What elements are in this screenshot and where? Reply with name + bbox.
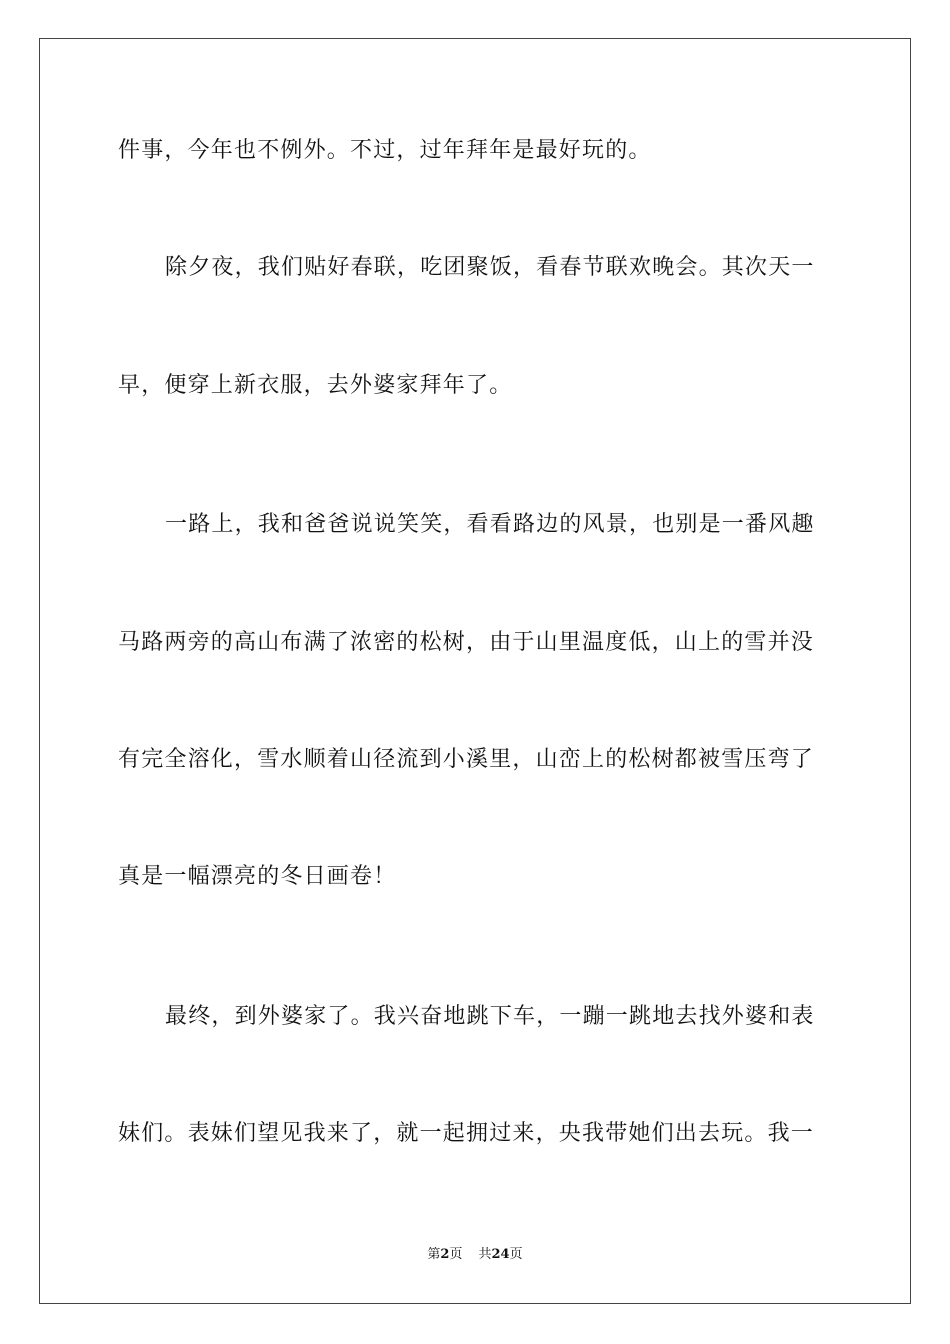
text-line-4: 一路上，我和爸爸说说笑笑，看看路边的风景，也别是一番风趣	[165, 512, 815, 537]
page-prefix: 第	[427, 1247, 441, 1262]
text-line-3: 早，便穿上新衣服，去外婆家拜年了。	[118, 373, 513, 398]
text-line-5: 马路两旁的高山布满了浓密的松树，由于山里温度低，山上的雪并没	[118, 630, 815, 655]
text-line-6: 有完全溶化，雪水顺着山径流到小溪里，山峦上的松树都被雪压弯了	[118, 747, 815, 772]
total-pages: 24	[491, 1247, 510, 1262]
page-footer	[0, 1246, 950, 1264]
total-prefix: 共	[478, 1247, 492, 1262]
text-line-2: 除夕夜，我们贴好春联，吃团聚饭，看春节联欢晚会。其次天一	[165, 255, 815, 280]
text-line-7: 真是一幅漂亮的冬日画卷！	[118, 864, 397, 889]
text-line-9: 妹们。表妹们望见我来了，就一起拥过来，央我带她们出去玩。我一	[118, 1121, 815, 1146]
total-suffix: 页	[509, 1247, 523, 1262]
page-border	[39, 38, 911, 1304]
page-number: 2	[440, 1247, 450, 1262]
text-line-8: 最终，到外婆家了。我兴奋地跳下车，一蹦一跳地去找外婆和表	[165, 1004, 815, 1029]
page-suffix: 页	[449, 1247, 463, 1262]
text-line-1: 件事，今年也不例外。不过，过年拜年是最好玩的。	[118, 138, 652, 163]
